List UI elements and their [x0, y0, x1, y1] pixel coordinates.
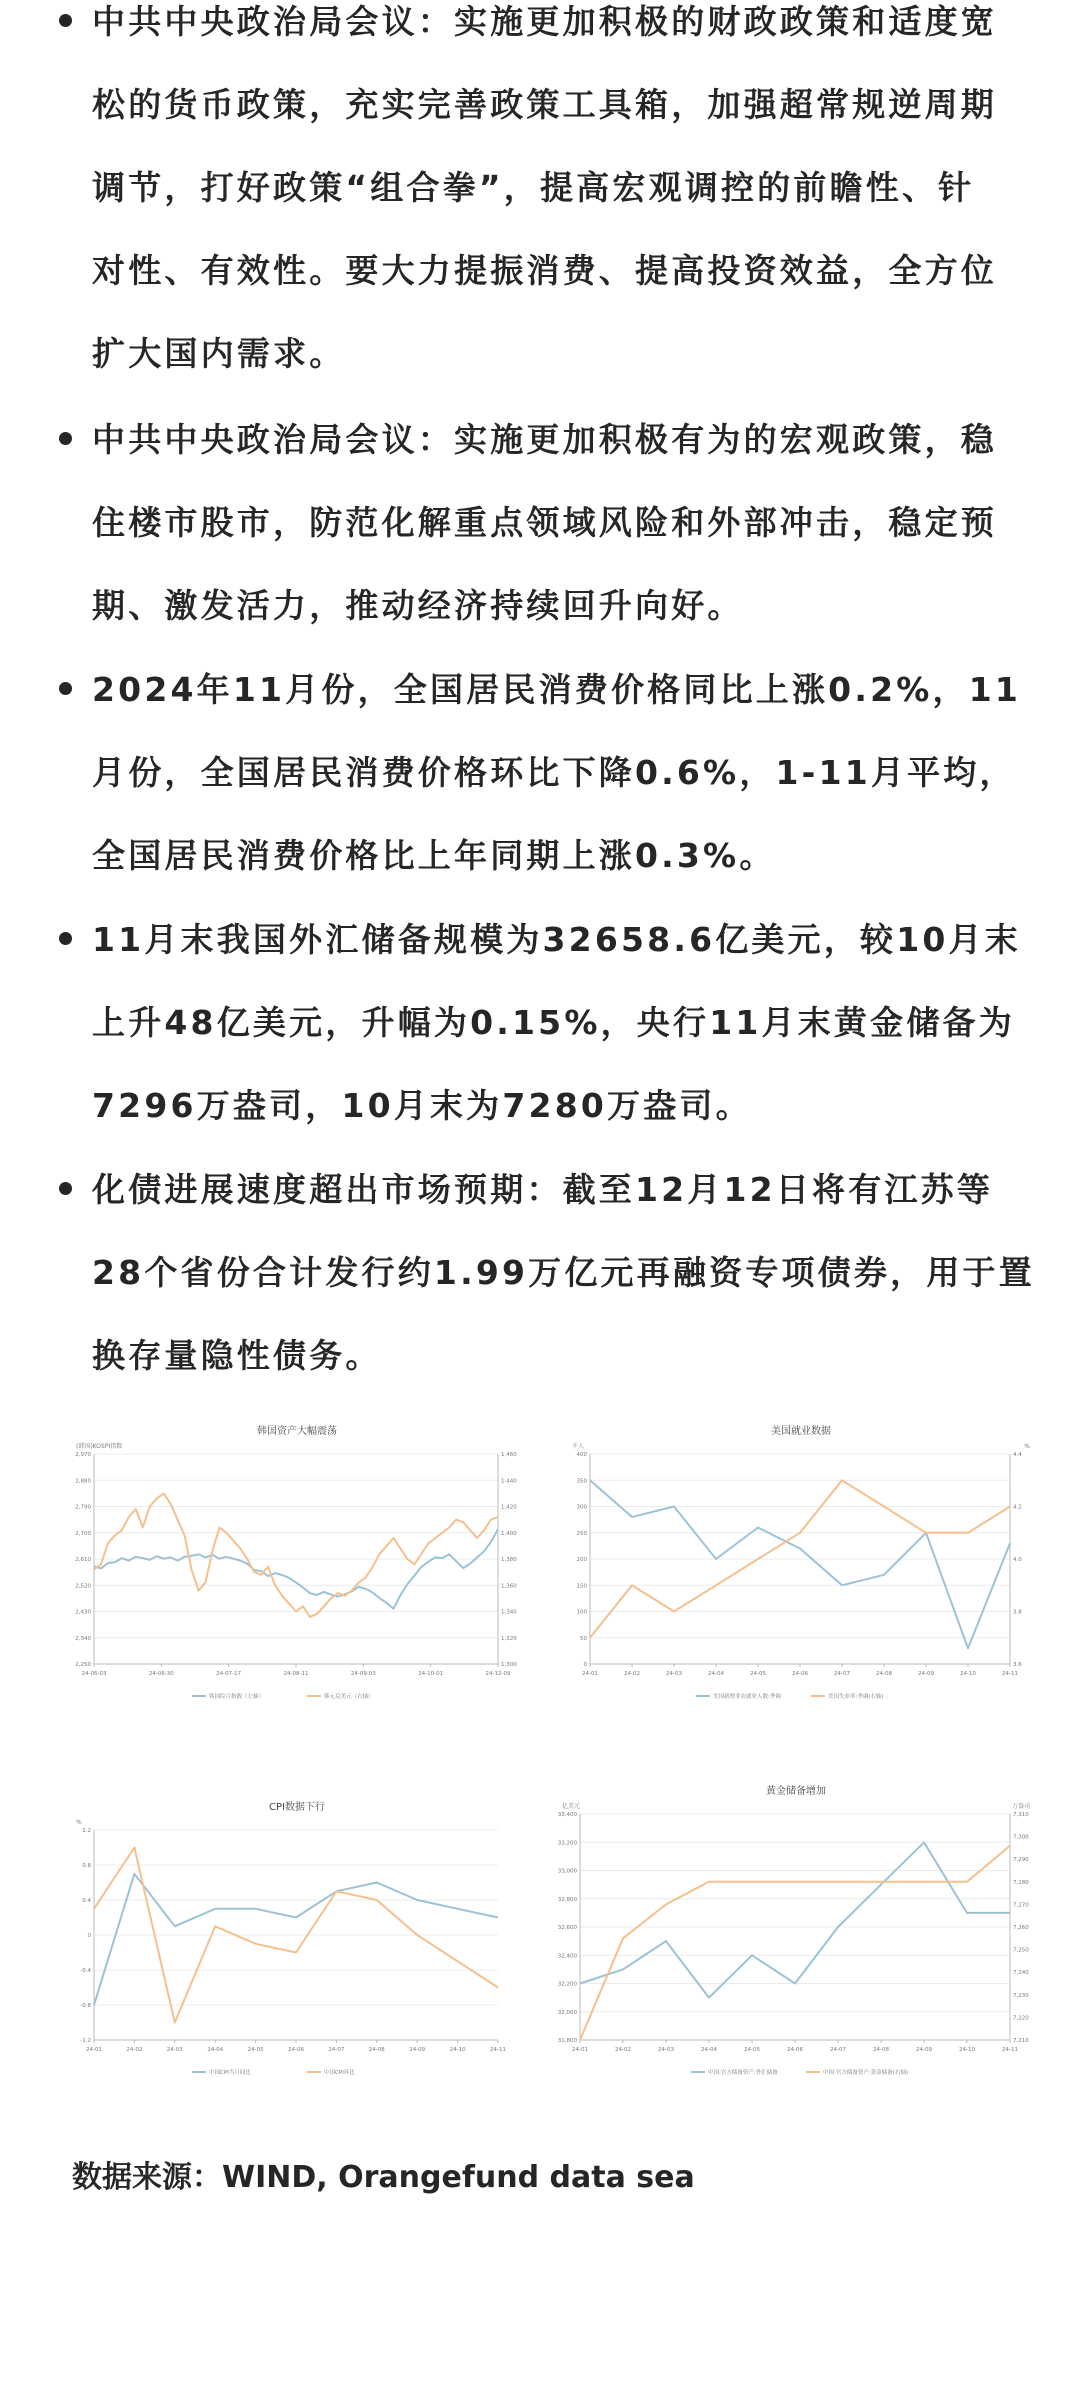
legend-label: 韩国综合指数（左轴） [209, 1694, 265, 1700]
x-tick-label: 24-10 [959, 2047, 975, 2053]
y-tick-label-right: 3.8 [1013, 1609, 1022, 1616]
y-tick-label-right: 4.4 [1013, 1452, 1022, 1458]
chart-svg [72, 1796, 522, 2086]
x-tick-label: 24-02 [126, 2047, 143, 2053]
y-tick-label-left: 31,800 [558, 2038, 577, 2044]
y-tick-label-left: 32,200 [558, 1981, 577, 1988]
bullet-line: 全国居民消费价格比上年同期上涨0.3%。 [92, 836, 776, 875]
chart-title: 韩国资产大幅震荡 [257, 1426, 337, 1437]
x-tick-label: 24-06 [787, 2047, 803, 2053]
x-tick-label: 24-10-01 [418, 1671, 444, 1677]
legend-label: 韩元兑美元（右轴） [324, 1694, 374, 1700]
y-tick-label-right: 7,210 [1013, 2038, 1029, 2044]
bullet-line: 换存量隐性债务。 [92, 1336, 382, 1375]
series-line [580, 1842, 1010, 1997]
x-tick-label: 24-04 [708, 1671, 724, 1677]
chart-title: 黄金储备增加 [766, 1786, 826, 1797]
bullet-dot [59, 14, 72, 27]
x-tick-label: 24-09 [409, 2047, 426, 2053]
left-axis-unit: 亿美元 [562, 1803, 581, 1810]
bullet-dot [59, 432, 72, 445]
y-tick-label-left: 0 [87, 1933, 91, 1939]
chart-svg [568, 1420, 1034, 1710]
x-tick-label: 24-08-11 [283, 1671, 309, 1677]
legend-label: 美国新增非农就业人数:季调 [713, 1694, 781, 1700]
data-source-note: 数据来源：WIND, Orangefund data sea [72, 2160, 695, 2195]
x-tick-label: 24-11 [490, 2047, 506, 2053]
x-tick-label: 24-08 [876, 1671, 892, 1677]
y-tick-label-right: 7,270 [1013, 1902, 1029, 1909]
bullet-dot [59, 1182, 72, 1195]
y-tick-label-right: 7,310 [1013, 1812, 1029, 1818]
y-tick-label-left: 200 [576, 1557, 587, 1563]
series-line [94, 1529, 498, 1609]
x-tick-label: 24-07 [830, 2047, 846, 2053]
y-tick-label-left: 350 [576, 1478, 587, 1485]
y-tick-label-right: 3.6 [1013, 1662, 1022, 1668]
bullet-line: 上升48亿美元，升幅为0.15%，央行11月末黄金储备为 [92, 1003, 1015, 1042]
y-tick-label-left: -0.4 [80, 1968, 91, 1974]
y-tick-label-left: 150 [576, 1583, 587, 1590]
y-tick-label-right: 1,460 [501, 1452, 517, 1458]
y-tick-label-right: 4.0 [1013, 1557, 1022, 1563]
x-tick-label: 24-03 [166, 2047, 183, 2053]
bullet-item [92, 898, 1052, 1147]
y-tick-label-left: 2,520 [75, 1583, 91, 1590]
y-tick-label-right: 1,300 [501, 1662, 517, 1668]
y-tick-label-left: 400 [576, 1452, 587, 1458]
x-tick-label: 24-05 [744, 2047, 760, 2053]
left-axis-unit: (韩国)KOSPI指数 [76, 1443, 123, 1450]
x-tick-label: 24-02 [615, 2047, 631, 2053]
y-tick-label-left: 2,700 [75, 1530, 91, 1537]
chart-title: 美国就业数据 [771, 1426, 831, 1437]
right-axis-unit: 万盎司 [1011, 1803, 1030, 1810]
legend-label: 中国:官方储备资产:黄金储备(右轴) [823, 2070, 908, 2076]
y-tick-label-left: 32,400 [558, 1953, 577, 1960]
x-tick-label: 24-03 [658, 2047, 674, 2053]
bullet-item [92, 0, 1052, 395]
y-tick-label-right: 7,300 [1013, 1834, 1029, 1841]
chart-gold-reserves [558, 1780, 1034, 2086]
x-tick-label: 24-01 [572, 2047, 588, 2053]
legend-label: 中国CPI环比 [324, 2070, 355, 2076]
y-tick-label-right: 1,360 [501, 1583, 517, 1590]
y-tick-label-left: 1.2 [82, 1828, 91, 1834]
x-tick-label: 24-09 [916, 2047, 932, 2053]
y-tick-label-right: 7,280 [1013, 1879, 1029, 1886]
chart-korea-assets [72, 1420, 522, 1710]
chart-title: CPI数据下行 [269, 1802, 325, 1813]
y-tick-label-left: 32,000 [558, 2009, 577, 2016]
bullet-line: 化债进展速度超出市场预期：截至12月12日将有江苏等 [92, 1170, 994, 1209]
series-line [94, 1493, 498, 1616]
y-tick-label-right: 1,320 [501, 1635, 517, 1642]
y-tick-label-left: 33,200 [558, 1840, 577, 1847]
x-tick-label: 24-10 [960, 1671, 976, 1677]
bullet-item [92, 648, 1052, 897]
bullet-line: 松的货币政策，充实完善政策工具箱，加强超常规逆周期 [92, 85, 997, 124]
legend-label: 美国失业率:季调(右轴) [828, 1694, 884, 1700]
y-tick-label-left: 100 [576, 1609, 587, 1616]
bullet-line: 2024年11月份，全国居民消费价格同比上涨0.2%，11 [92, 670, 1022, 709]
y-tick-label-left: 32,800 [558, 1896, 577, 1903]
x-tick-label: 24-01 [86, 2047, 102, 2053]
chart-svg [72, 1420, 522, 1710]
legend-label: 中国CPI当月同比 [209, 2070, 251, 2076]
y-tick-label-left: 0 [583, 1662, 587, 1668]
bullet-line: 对性、有效性。要大力提振消费、提高投资效益，全方位 [92, 251, 997, 290]
x-tick-label: 24-10 [449, 2047, 466, 2053]
y-tick-label-right: 1,400 [501, 1530, 517, 1537]
chart-us-employment [568, 1420, 1034, 1710]
bullet-line: 中共中央政治局会议：实施更加积极的财政政策和适度宽 [92, 2, 997, 41]
y-tick-label-left: -0.8 [80, 2003, 91, 2009]
y-tick-label-right: 7,240 [1013, 1970, 1029, 1977]
y-tick-label-right: 4.2 [1013, 1504, 1022, 1511]
y-tick-label-left: 33,400 [558, 1812, 577, 1818]
y-tick-label-left: 2,430 [75, 1609, 91, 1616]
y-tick-label-left: 2,970 [75, 1452, 91, 1458]
y-tick-label-left: 250 [576, 1530, 587, 1537]
chart-svg [558, 1780, 1034, 2086]
left-axis-unit: % [76, 1819, 82, 1826]
x-tick-label: 24-02 [624, 1671, 640, 1677]
x-tick-label: 24-08 [368, 2047, 385, 2053]
bullet-item [92, 1148, 1052, 1397]
y-tick-label-right: 7,230 [1013, 1992, 1029, 1999]
series-line [580, 1846, 1010, 2040]
y-tick-label-right: 7,290 [1013, 1857, 1029, 1864]
x-tick-label: 24-06 [792, 1671, 808, 1677]
right-axis-unit: % [1024, 1443, 1030, 1450]
y-tick-label-left: 2,880 [75, 1478, 91, 1485]
y-tick-label-right: 1,380 [501, 1557, 517, 1563]
bullet-line: 28个省份合计发行约1.99万亿元再融资专项债券，用于置 [92, 1253, 1035, 1292]
x-tick-label: 24-07 [834, 1671, 850, 1677]
y-tick-label-right: 1,440 [501, 1478, 517, 1485]
y-tick-label-right: 7,260 [1013, 1925, 1029, 1931]
x-tick-label: 24-12-09 [485, 1671, 511, 1677]
y-tick-label-right: 1,420 [501, 1504, 517, 1511]
bullet-line: 月份，全国居民消费价格环比下降0.6%，1-11月平均， [92, 753, 1016, 792]
bullet-line: 扩大国内需求。 [92, 334, 346, 373]
x-tick-label: 24-09-03 [350, 1671, 376, 1677]
y-tick-label-right: 7,220 [1013, 2015, 1029, 2022]
x-tick-label: 24-03 [666, 1671, 682, 1677]
x-tick-label: 24-04 [207, 2047, 224, 2053]
bullet-line: 7296万盎司，10月末为7280万盎司。 [92, 1086, 752, 1125]
y-tick-label-left: 2,340 [75, 1635, 91, 1642]
x-tick-label: 24-11 [1002, 1671, 1018, 1677]
x-tick-label: 24-05 [750, 1671, 766, 1677]
x-tick-label: 24-04 [701, 2047, 717, 2053]
y-tick-label-left: 50 [580, 1635, 587, 1642]
series-line [590, 1480, 1010, 1648]
bullet-item [92, 398, 1052, 647]
y-tick-label-right: 7,250 [1013, 1947, 1029, 1954]
y-tick-label-left: 0.4 [82, 1898, 91, 1904]
bullet-line: 住楼市股市，防范化解重点领域风险和外部冲击，稳定预 [92, 503, 997, 542]
y-tick-label-left: 300 [576, 1504, 587, 1511]
legend-label: 中国:官方储备资产:外汇储备 [708, 2070, 778, 2076]
bullet-dot [59, 682, 72, 695]
bullet-line: 11月末我国外汇储备规模为32658.6亿美元，较10月末 [92, 920, 1021, 959]
x-tick-label: 24-01 [582, 1671, 598, 1677]
x-tick-label: 24-07-17 [216, 1671, 242, 1677]
y-tick-label-left: 2,610 [75, 1557, 91, 1563]
bullet-line: 期、激发活力，推动经济持续回升向好。 [92, 586, 744, 625]
x-tick-label: 24-07 [328, 2047, 345, 2053]
x-tick-label: 24-05 [247, 2047, 264, 2053]
x-tick-label: 24-06 [288, 2047, 304, 2053]
left-axis-unit: 千人 [572, 1443, 585, 1450]
y-tick-label-left: 32,600 [558, 1925, 577, 1931]
y-tick-label-left: 33,000 [558, 1868, 577, 1875]
bullet-line: 调节，打好政策“组合拳”，提高宏观调控的前瞻性、针 [92, 168, 975, 207]
y-tick-label-left: 2,250 [75, 1662, 91, 1668]
bullet-line: 中共中央政治局会议：实施更加积极有为的宏观政策，稳 [92, 420, 997, 459]
y-tick-label-left: -1.2 [80, 2038, 91, 2044]
x-tick-label: 24-09 [918, 1671, 934, 1677]
y-tick-label-left: 2,790 [75, 1504, 91, 1511]
x-tick-label: 24-06-03 [81, 1671, 107, 1677]
x-tick-label: 24-11 [1002, 2047, 1018, 2053]
x-tick-label: 24-08 [873, 2047, 889, 2053]
y-tick-label-right: 1,340 [501, 1609, 517, 1616]
chart-cpi [72, 1796, 522, 2086]
y-tick-label-left: 0.8 [82, 1863, 91, 1869]
bullet-dot [59, 932, 72, 945]
x-tick-label: 24-06-30 [148, 1671, 174, 1677]
